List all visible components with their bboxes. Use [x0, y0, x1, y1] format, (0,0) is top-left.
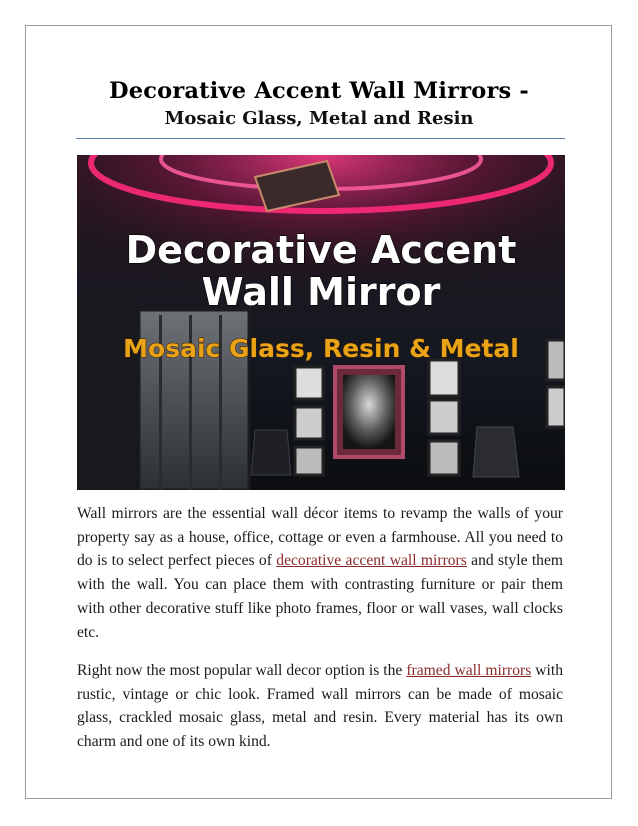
- photo-frame: [429, 441, 459, 475]
- paragraph-1-text-before: Wall mirrors are the essential wall décor items to revamp the walls of your property say as a house, office, cottage or even a farmhouse. All you need to do is to select perfect pieces of: [77, 505, 563, 570]
- paragraph-2: [77, 659, 563, 754]
- lamp-shade: [473, 427, 519, 477]
- left-pillar: [77, 295, 137, 490]
- hero-illustration: [77, 155, 565, 490]
- photo-frame: [547, 387, 565, 427]
- page-subtitle: Mosaic Glass, Metal and Resin: [164, 108, 474, 129]
- decorative-accent-wall-mirrors-link[interactable]: decorative accent wall mirrors: [276, 552, 467, 570]
- page-title: Decorative Accent Wall Mirrors -: [109, 78, 529, 104]
- hero-subheading: Mosaic Glass, Resin & Metal: [123, 334, 519, 363]
- hero-heading-line1: Decorative Accent: [125, 228, 517, 272]
- lamp-shade: [251, 430, 291, 475]
- photo-frame: [547, 340, 565, 380]
- portrait: [343, 375, 395, 449]
- photo-frame: [295, 447, 323, 475]
- paragraph-1: [77, 502, 563, 644]
- photo-frame: [295, 367, 323, 399]
- title-divider: [76, 138, 565, 139]
- photo-frame: [429, 400, 459, 434]
- paragraph-2-text-before: Right now the most popular wall decor option is the: [77, 662, 407, 679]
- framed-wall-mirrors-link[interactable]: framed wall mirrors: [406, 662, 532, 679]
- hero-heading-line2: Wall Mirror: [201, 270, 441, 314]
- paragraph-1-text-after: and style them with the wall. You can place them with contrasting furniture or pair them with other decorative stuff like photo frames, floor or wall vases, wall clocks etc.: [77, 552, 564, 641]
- photo-frame: [429, 360, 459, 396]
- photo-frame: [295, 407, 323, 439]
- paragraph-2-text-after: with rustic, vintage or chic look. Framed wall mirrors can be made of mosaic glass, crackled mosaic glass, metal and resin. Every material has its own charm and one of its own kind.: [77, 662, 563, 751]
- hero-image: [77, 155, 565, 490]
